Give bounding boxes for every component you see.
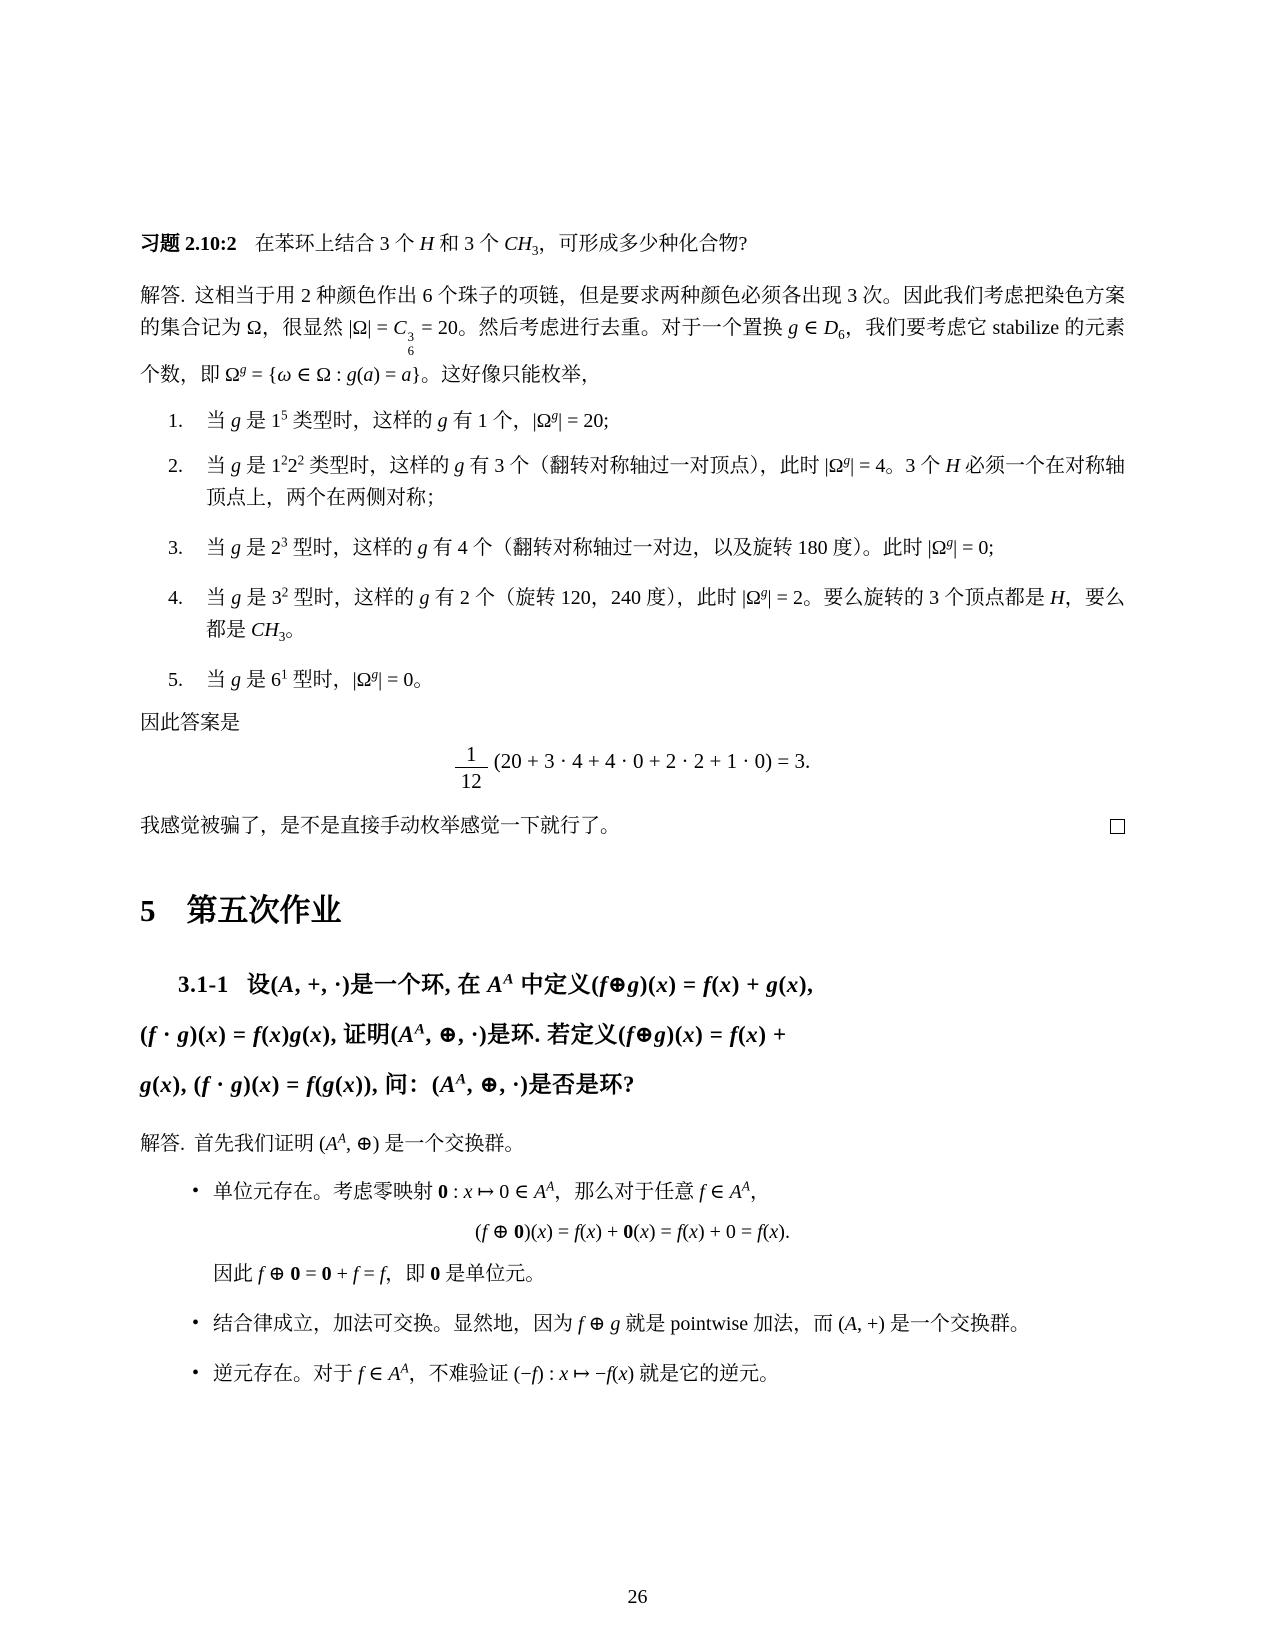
list-item-text: 当 g 是 $6^1$ 型时，$|\Omega^g| = 0$。 <box>206 666 434 691</box>
list-item-number: 2. <box>168 454 183 477</box>
exercise-heading: 习题 2.10:2 在苯环上结合 3 个 H 和 3 个 $CH_3$，可形成多少种化合物? <box>140 233 748 258</box>
bullet-icon: • <box>192 1361 200 1384</box>
list-item-text: 当 g 是 $2^3$ 型时，这样的 g 有 4 个（翻转对称轴过一对边，以及旋转 180 度）。此时 $|\Omega^g| = 0$; <box>206 534 994 559</box>
solution-intro: 解答. 首先我们证明 ($A^A$, ⊕) 是一个交换群。 <box>140 1130 525 1155</box>
bullet-icon: • <box>192 1179 200 1202</box>
section-number: 5 <box>140 892 156 928</box>
exercise-solution-paragraph: 解答. 这相当于用 2 种颜色作出 6 个珠子的项链，但是要求两种颜色必须各出现 3 次。因此我们考虑把染色方案的集合记为 Ω，很显然 |Ω| = C 3 6 = 20。然后考虑进行去重。对于一个置换 g ∈ $D_6$，我们要考虑它 stabilize 的元素个数，即 $\Omega^g = \{\omega$ ∈ Ω : g(a) = a}。这好像只能枚举， <box>140 285 1126 386</box>
answer-formula: $\frac{1}{12}$ (20 + 3 · 4 + 4 · 0 + 2 · 2 + 1 · 0) = 3. <box>140 743 1125 792</box>
list-item <box>140 582 1125 646</box>
bullet-text: 单位元存在。考虑零映射 0 : x ↦ 0 ∈ $A^A$，那么对于任意 f ∈ $A^A$， <box>213 1178 770 1203</box>
list-item-text: 当 g 是 $1^5$ 类型时，这样的 g 有 1 个，$|\Omega^g| = 20$; <box>206 407 609 432</box>
list-item <box>140 450 1125 514</box>
list-item-number: 5. <box>168 668 183 691</box>
list-item-text: 当 g 是 $1^22^2$ 类型时，这样的 g 有 3 个（翻转对称轴过一对顶点），此时 $|\Omega^g| = 4$。3 个 H 必须一个在对称轴顶点上，两个在两侧对称； <box>206 452 1126 509</box>
problem-line: 3.1-1 设(A, +, ·)是一个环, 在 $A^A$ 中定义(f⊕g)(x) = f(x) + g(x), <box>178 970 814 997</box>
case-list <box>140 405 1125 696</box>
bullet-icon: • <box>192 1311 200 1334</box>
list-item <box>140 532 1125 564</box>
list-item <box>140 664 1125 696</box>
text-column <box>140 228 1125 1390</box>
problem-line: (f · g)(x) = f(x)g(x), 证明($A^A$, ⊕, ·)是环. 若定义(f⊕g)(x) = f(x) + <box>140 1020 787 1047</box>
section-heading <box>140 888 1125 934</box>
bullet-item <box>140 1176 1125 1290</box>
bullet-item <box>140 1308 1125 1340</box>
bullet-item <box>140 1358 1125 1390</box>
list-item-number: 1. <box>168 409 183 432</box>
bullet-text: 逆元存在。对于 f ∈ $A^A$，不难验证 (−f) : x ↦ −f(x) 就是它的逆元。 <box>213 1360 780 1385</box>
answer-intro: 因此答案是 <box>140 711 240 734</box>
problem-line: g(x), (f · g)(x) = f(g(x)), 问：($A^A$, ⊕, ·)是否是环? <box>140 1070 636 1097</box>
list-item-text: 当 g 是 $3^2$ 型时，这样的 g 有 2 个（旋转 120，240 度），此时 $|\Omega^g| = 2$。要么旋转的 3 个顶点都是 H，要么都是 $CH_3$。 <box>206 584 1126 644</box>
bullet-text: 因此 f ⊕ 0 = 0 + f = f，即 0 是单位元。 <box>213 1262 546 1285</box>
list-item-number: 4. <box>168 586 183 609</box>
closing-row <box>140 810 1125 842</box>
bullet-text: 结合律成立，加法可交换。显然地，因为 f ⊕ g 就是 pointwise 加法，而 (A, +) 是一个交换群。 <box>213 1312 1030 1335</box>
proof-bullet-list <box>140 1176 1125 1390</box>
closing-remark: 我感觉被骗了，是不是直接手动枚举感觉一下就行了。 <box>140 814 620 837</box>
section-title: 第五次作业 <box>186 892 342 928</box>
list-item <box>140 405 1125 437</box>
list-item-number: 3. <box>168 536 183 559</box>
problem-statement <box>140 960 1125 1110</box>
page-number: 26 <box>627 1586 648 1608</box>
bullet-display-formula: (f ⊕ 0)(x) = f(x) + 0(x) = f(x) + 0 = f(x). <box>475 1220 790 1243</box>
qed-box-icon <box>1110 819 1125 834</box>
